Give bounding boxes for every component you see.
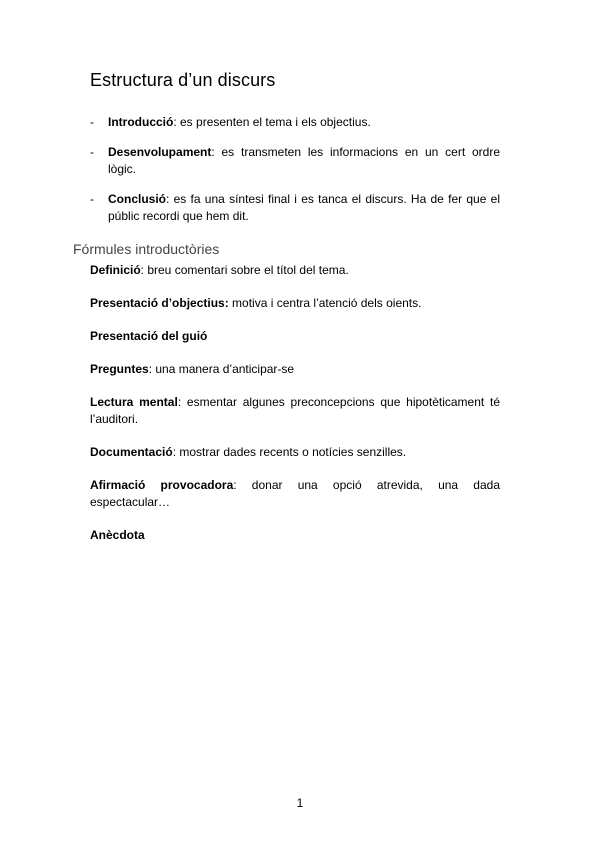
formula-text: : una manera d’anticipar-se xyxy=(148,362,295,376)
formula-term: Presentació d’objectius: xyxy=(90,296,229,310)
formulas-list xyxy=(90,262,500,560)
structure-term: Conclusió xyxy=(108,192,167,206)
formula-item-definicio xyxy=(90,262,500,279)
structure-term: Desenvolupament xyxy=(108,145,212,159)
formula-term: Presentació del guió xyxy=(90,329,208,343)
structure-text: : es presenten el tema i els objectius. xyxy=(173,115,371,129)
structure-list xyxy=(90,114,500,238)
structure-item-desenvolupament xyxy=(90,144,500,178)
list-dash: - xyxy=(90,192,94,206)
formula-item-documentacio xyxy=(90,444,500,461)
formula-item-anecdota xyxy=(90,527,500,544)
formula-item-objectius xyxy=(90,295,500,312)
formula-text: : donar una opció atrevida, una dada espectacular… xyxy=(90,478,500,509)
structure-text: : es transmeten les informacions en un cert ordre lògic. xyxy=(108,145,500,176)
list-dash: - xyxy=(90,115,94,129)
formula-term: Definició xyxy=(90,263,141,277)
formula-item-guio xyxy=(90,328,500,345)
formula-term: Documentació xyxy=(90,445,173,459)
formula-item-lectura-mental xyxy=(90,394,500,428)
section-heading: Fórmules introductòries xyxy=(73,241,220,257)
formula-text: motiva i centra l’atenció dels oients. xyxy=(228,296,422,310)
formula-term: Lectura mental xyxy=(90,395,178,409)
page-number: 1 xyxy=(296,796,304,810)
formula-text: : breu comentari sobre el títol del tema. xyxy=(140,263,349,277)
structure-term: Introducció xyxy=(108,115,174,129)
formula-item-afirmacio xyxy=(90,477,500,511)
structure-text: : es fa una síntesi final i es tanca el discurs. Ha de fer que el públic recordi que hem dit. xyxy=(108,192,500,223)
formula-term: Preguntes xyxy=(90,362,149,376)
list-dash: - xyxy=(90,145,94,159)
formula-term: Afirmació provocadora xyxy=(90,478,234,492)
structure-item-introduccio xyxy=(90,114,500,131)
formula-term: Anècdota xyxy=(90,528,145,542)
document-title: Estructura d’un discurs xyxy=(90,70,276,90)
formula-item-preguntes xyxy=(90,361,500,378)
structure-item-conclusio xyxy=(90,191,500,225)
formula-text: : mostrar dades recents o notícies senzilles. xyxy=(172,445,407,459)
formula-text: : esmentar algunes preconcepcions que hipotèticament té l’auditori. xyxy=(90,395,501,426)
